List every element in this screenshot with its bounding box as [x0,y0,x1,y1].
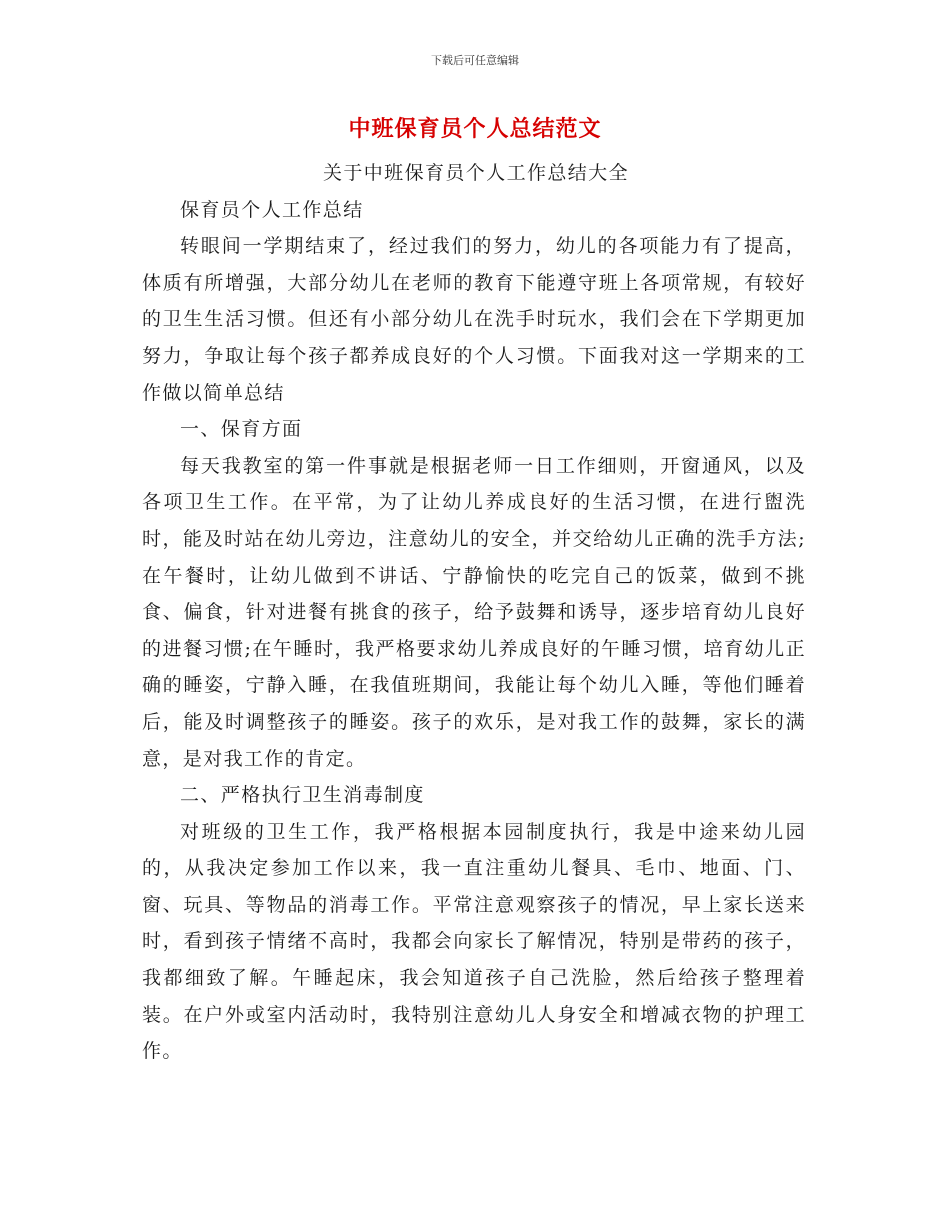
paragraph-hygiene: 对班级的卫生工作，我严格根据本园制度执行，我是中途来幼儿园的，从我决定参加工作以来，我一直注重幼儿餐具、毛巾、地面、门、窗、玩具、等物品的消毒工作。平常注意观察孩子的情况，早上家长送来时，看到孩子情绪不高时，我都会向家长了解情况，特别是带药的孩子，我都细致了解。午睡起床，我会知道孩子自己洗脸，然后给孩子整理着装。在户外或室内活动时，我特别注意幼儿人身安全和增减衣物的护理工作。 [142,820,806,1063]
document-body [142,155,806,1070]
paragraph-heading-summary: 保育员个人工作总结 [180,198,364,221]
header-note: 下载后可任意编辑 [431,54,519,67]
document-subtitle: 关于中班保育员个人工作总结大全 [322,162,629,184]
document-title: 中班保育员个人总结范文 [348,117,602,142]
paragraph-care: 每天我教室的第一件事就是根据老师一日工作细则，开窗通风，以及各项卫生工作。在平常，为了让幼儿养成良好的生活习惯，在进行盥洗时，能及时站在幼儿旁边，注意幼儿的安全，并交给幼儿正确的洗手方法;在午餐时，让幼儿做到不讲话、宁静愉快的吃完自己的饭菜，做到不挑食、偏食，针对进餐有挑食的孩子，给予鼓舞和诱导，逐步培育幼儿良好的进餐习惯;在午睡时，我严格要求幼儿养成良好的午睡习惯，培育幼儿正确的睡姿，宁静入睡，在我值班期间，我能让每个幼儿入睡，等他们睡着后，能及时调整孩子的睡姿。孩子的欢乐，是对我工作的鼓舞，家长的满意，是对我工作的肯定。 [142,454,806,770]
section-heading-hygiene: 二、严格执行卫生消毒制度 [180,784,425,807]
paragraph-intro: 转眼间一学期结束了，经过我们的努力，幼儿的各项能力有了提高，体质有所增强，大部分幼儿在老师的教育下能遵守班上各项常规，有较好的卫生生活习惯。但还有小部分幼儿在洗手时玩水，我们会在下学期更加努力，争取让每个孩子都养成良好的个人习惯。下面我对这一学期来的工作做以简单总结 [142,235,806,404]
section-heading-care: 一、保育方面 [180,418,303,441]
